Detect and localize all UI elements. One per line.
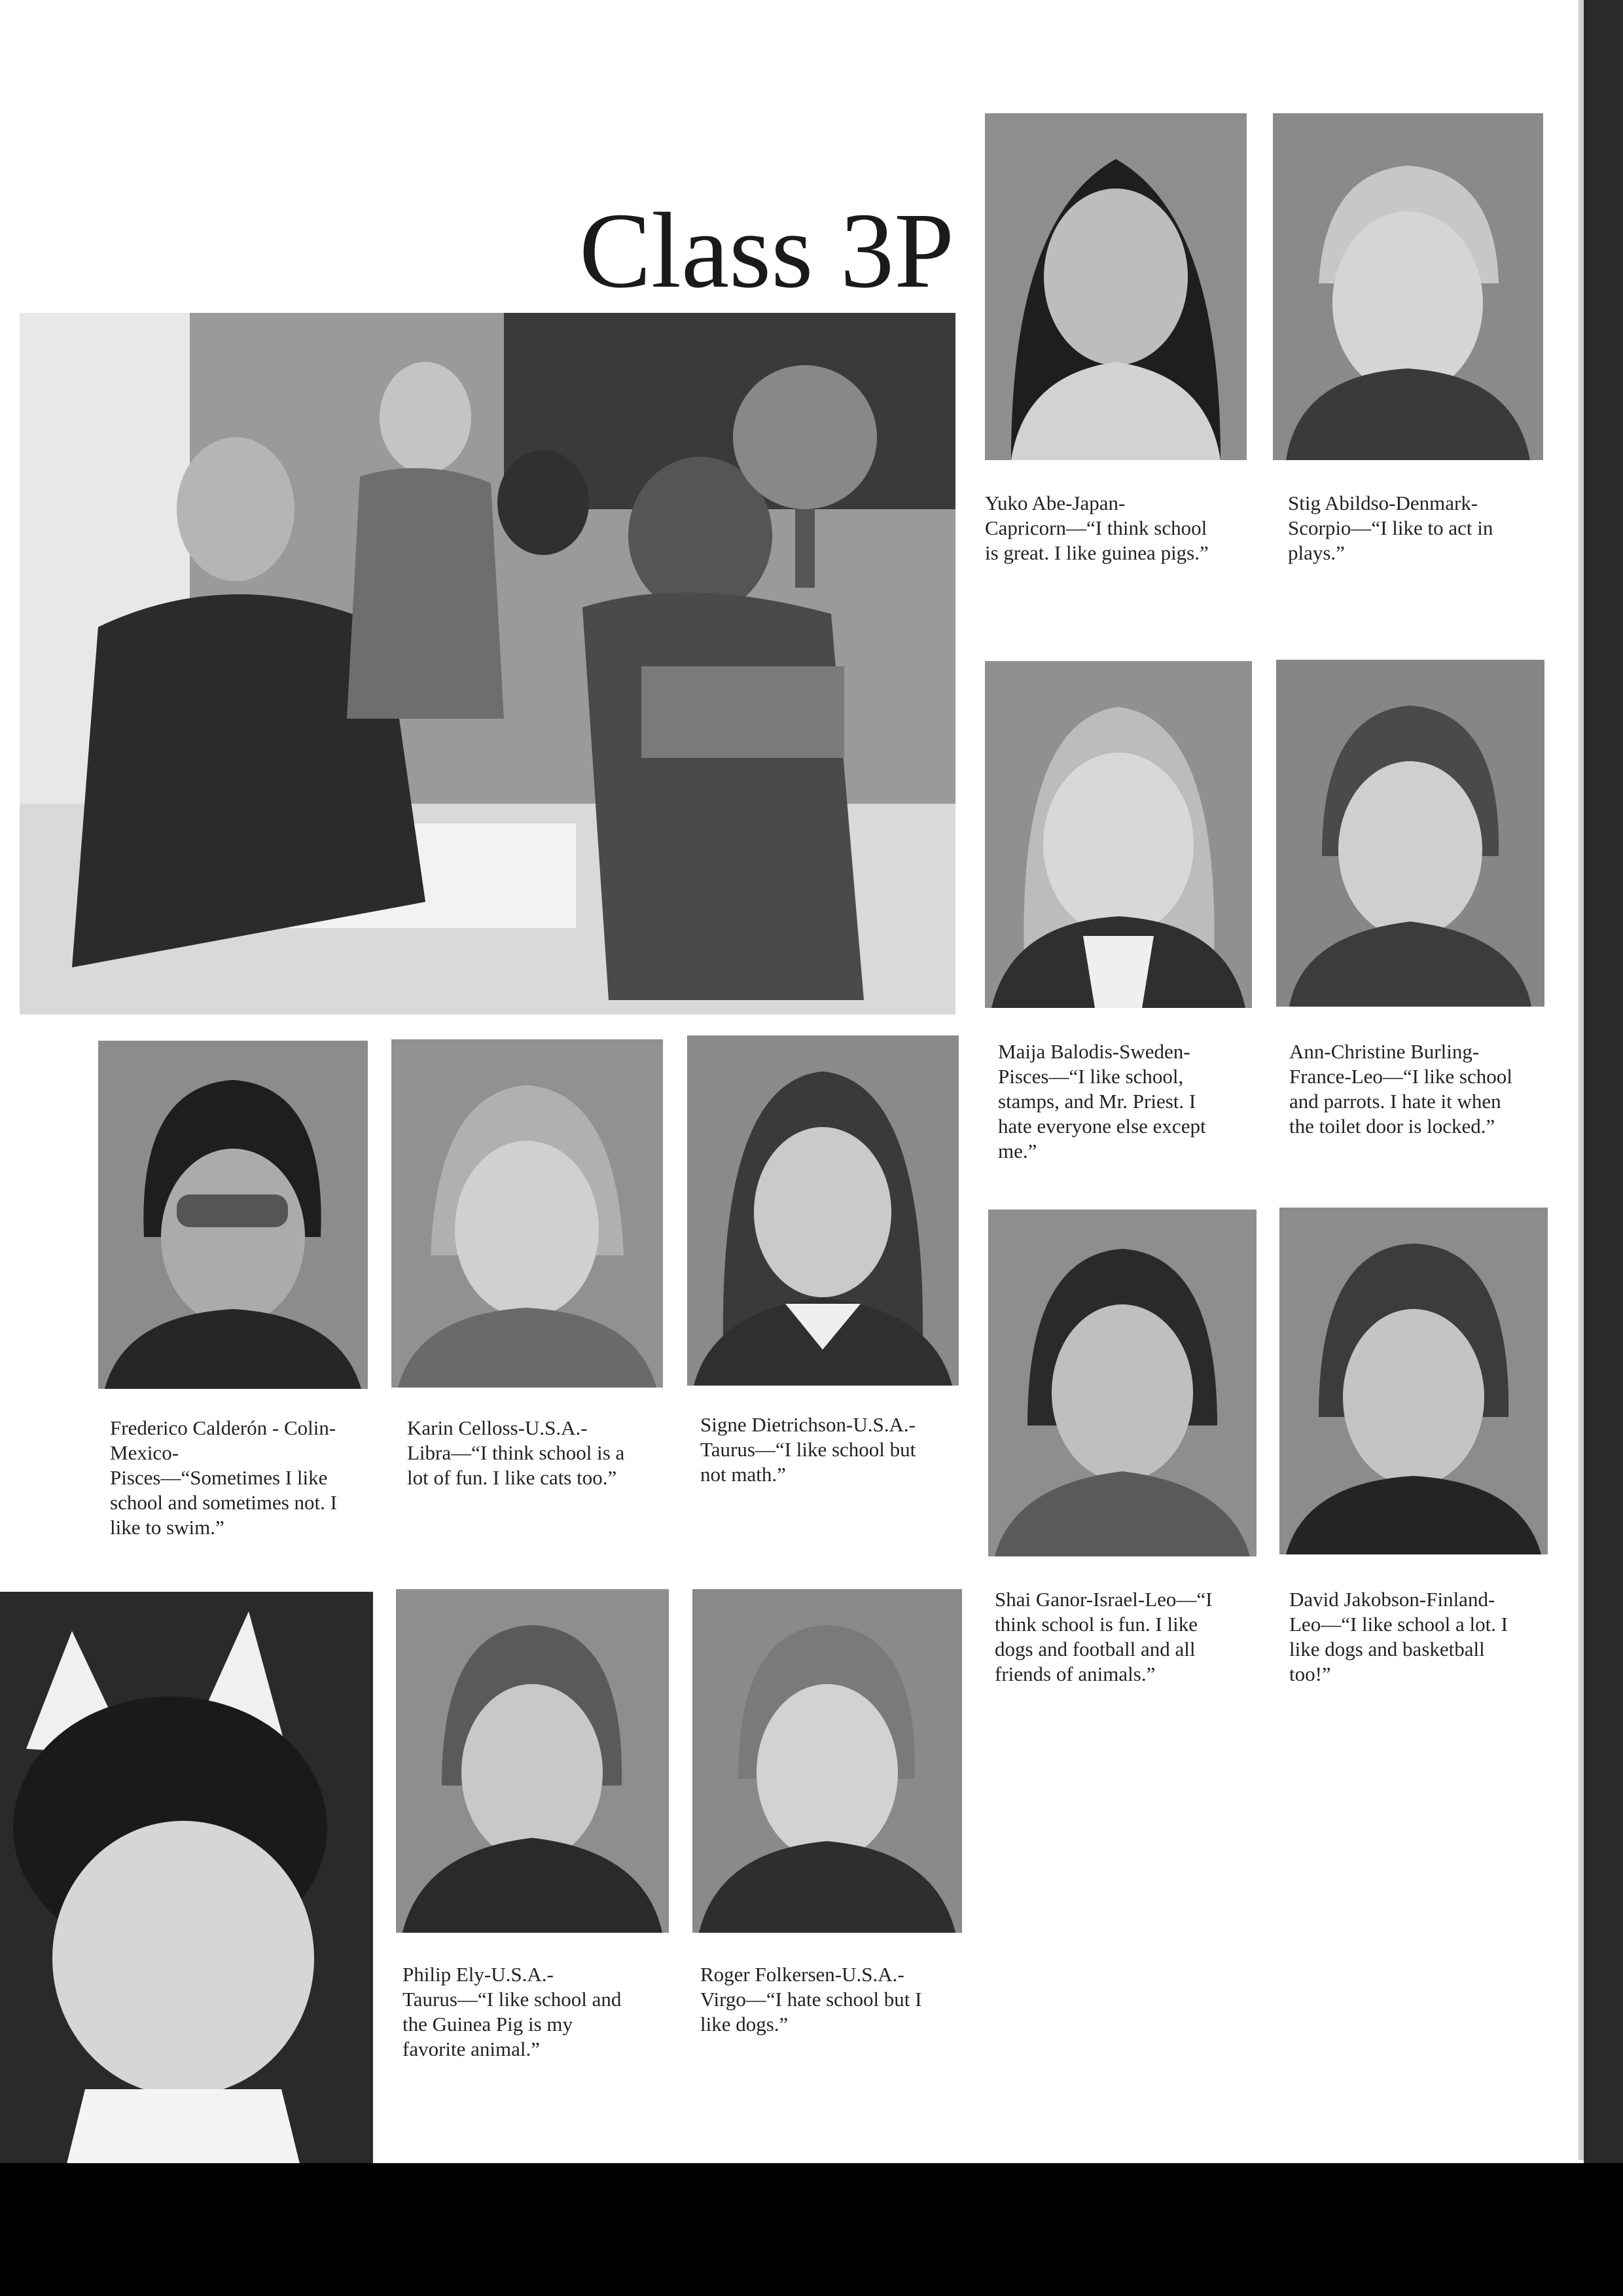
caption-line: dogs and football and all <box>995 1638 1196 1660</box>
portrait-karin-celloss <box>391 1039 663 1388</box>
caption-line: Scorpio—“I like to act in <box>1288 516 1493 539</box>
caption-line: too!” <box>1289 1662 1331 1685</box>
caption-karin-celloss <box>407 1416 682 1490</box>
caption-ann-christine-burling <box>1289 1039 1564 1139</box>
caption-frederico-calderon <box>110 1416 385 1540</box>
caption-line: Leo—“I like school a lot. I <box>1289 1613 1508 1636</box>
caption-maija-balodis <box>998 1039 1273 1164</box>
caption-line: Mexico- <box>110 1441 179 1464</box>
caption-shai-ganor <box>995 1587 1270 1687</box>
caption-line: think school is fun. I like <box>995 1613 1198 1636</box>
caption-line: Philip Ely-U.S.A.- <box>402 1963 554 1986</box>
caption-line: David Jakobson-Finland- <box>1289 1588 1495 1611</box>
caption-line: like dogs and basketball <box>1289 1638 1485 1660</box>
caption-line: Ann-Christine Burling- <box>1289 1040 1480 1063</box>
caption-stig-abildso <box>1288 491 1563 565</box>
caption-line: not math.” <box>700 1463 786 1486</box>
caption-line: Pisces—“I like school, <box>998 1065 1184 1088</box>
caption-line: the toilet door is locked.” <box>1289 1115 1495 1138</box>
caption-line: lot of fun. I like cats too.” <box>407 1466 617 1489</box>
caption-line: Roger Folkersen-U.S.A.- <box>700 1963 904 1986</box>
caption-line: Taurus—“I like school but <box>700 1438 916 1461</box>
caption-philip-ely <box>402 1962 677 2062</box>
caption-line: Stig Abildso-Denmark- <box>1288 492 1478 514</box>
caption-line: Shai Ganor-Israel-Leo—“I <box>995 1588 1213 1611</box>
portrait-maija-balodis <box>985 661 1252 1008</box>
caption-line: friends of animals.” <box>995 1662 1156 1685</box>
caption-line: stamps, and Mr. Priest. I <box>998 1090 1196 1113</box>
costume-cat-photo <box>0 1592 373 2169</box>
caption-line: and parrots. I hate it when <box>1289 1090 1501 1113</box>
page-title: Class 3P <box>579 190 955 310</box>
portrait-stig-abildso <box>1273 113 1543 460</box>
caption-line: the Guinea Pig is my <box>402 2013 573 2036</box>
caption-line: Yuko Abe-Japan- <box>985 492 1126 514</box>
portrait-ann-christine-burling <box>1276 660 1544 1007</box>
caption-line: like to swim.” <box>110 1516 224 1539</box>
caption-line: Taurus—“I like school and <box>402 1988 622 2011</box>
portrait-david-jakobson <box>1279 1208 1548 1554</box>
portrait-yuko-abe <box>985 113 1247 460</box>
caption-line: Signe Dietrichson-U.S.A.- <box>700 1413 916 1436</box>
caption-line: Pisces—“Sometimes I like <box>110 1466 328 1489</box>
page-edge-highlight <box>1578 0 1584 2160</box>
caption-line: is great. I like guinea pigs.” <box>985 541 1209 564</box>
page-edge <box>1584 0 1623 2296</box>
group-classroom-photo <box>20 313 955 1014</box>
caption-line: favorite animal.” <box>402 2037 541 2060</box>
caption-line: school and sometimes not. I <box>110 1491 337 1514</box>
portrait-frederico-calderon <box>98 1041 368 1389</box>
caption-line: Capricorn—“I think school <box>985 516 1207 539</box>
bottom-scan-band <box>0 2163 1623 2296</box>
caption-roger-folkersen <box>700 1962 975 2037</box>
caption-david-jakobson <box>1289 1587 1564 1687</box>
caption-line: Frederico Calderón - Colin- <box>110 1416 336 1439</box>
caption-line: France-Leo—“I like school <box>1289 1065 1512 1088</box>
caption-line: Libra—“I think school is a <box>407 1441 625 1464</box>
portrait-shai-ganor <box>988 1210 1257 1556</box>
caption-line: Karin Celloss-U.S.A.- <box>407 1416 588 1439</box>
portrait-signe-dietrichson <box>687 1035 959 1386</box>
caption-line: Maija Balodis-Sweden- <box>998 1040 1190 1063</box>
portrait-philip-ely <box>396 1589 669 1933</box>
portrait-roger-folkersen <box>692 1589 962 1933</box>
caption-line: plays.” <box>1288 541 1345 564</box>
caption-signe-dietrichson <box>700 1412 975 1487</box>
caption-line: Virgo—“I hate school but I <box>700 1988 922 2011</box>
caption-line: like dogs.” <box>700 2013 789 2036</box>
caption-line: me.” <box>998 1139 1037 1162</box>
caption-line: hate everyone else except <box>998 1115 1206 1138</box>
caption-yuko-abe <box>985 491 1260 565</box>
